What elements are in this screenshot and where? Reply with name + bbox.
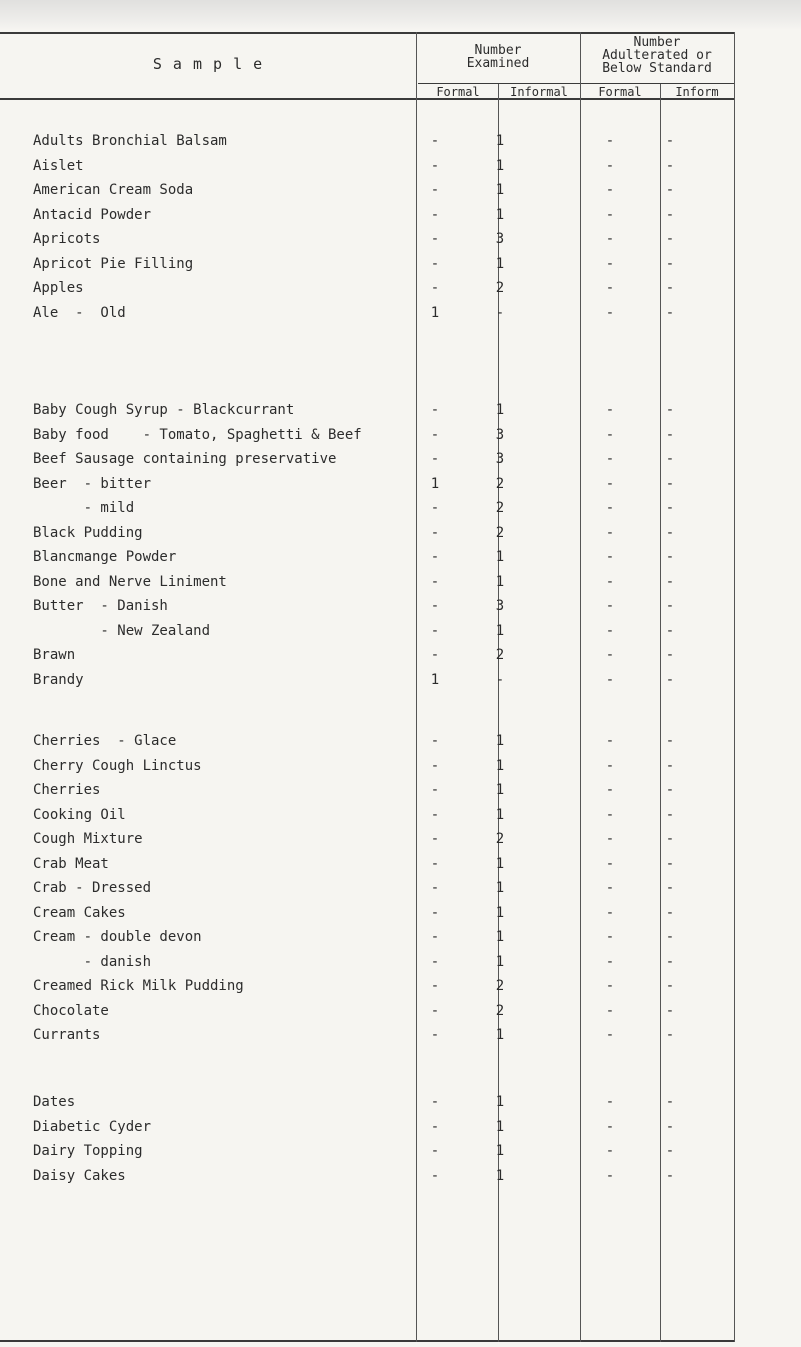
sample-name: Cream Cakes	[33, 904, 126, 921]
count-cell-af: -	[605, 231, 615, 247]
count-cell-ei: 1	[495, 549, 505, 565]
table-row	[0, 253, 801, 275]
scan-noise-strip	[0, 0, 801, 30]
count-cell-ai: -	[665, 231, 675, 247]
count-cell-ei: 1	[495, 904, 505, 921]
count-cell-ei: 1	[495, 757, 505, 774]
count-cell-ef: -	[430, 929, 440, 945]
count-cell-ai: -	[665, 1167, 675, 1184]
count-cell-ei: 1	[495, 1027, 505, 1043]
count-cell-af: -	[605, 500, 615, 516]
count-cell-ei: 2	[495, 831, 505, 847]
count-cell-ef: -	[430, 1094, 440, 1110]
table-row	[0, 424, 801, 446]
count-cell-ei: 1	[495, 255, 505, 272]
count-cell-af: -	[605, 549, 615, 565]
table-row	[0, 497, 801, 519]
count-cell-ei: 1	[495, 133, 505, 149]
table-row	[0, 804, 801, 826]
count-cell-af: -	[605, 1167, 615, 1184]
table-row	[0, 620, 801, 642]
table-row	[0, 130, 801, 152]
table-row	[0, 975, 801, 997]
count-cell-ef: -	[430, 953, 440, 970]
sample-name: Apricot Pie Filling	[33, 255, 194, 272]
table-row	[0, 546, 801, 568]
count-cell-af: -	[605, 622, 615, 639]
table-row	[0, 853, 801, 875]
sample-name: Antacid Powder	[33, 206, 152, 223]
table-row	[0, 522, 801, 544]
count-cell-ef: -	[430, 573, 440, 590]
sample-name: Butter - Danish	[33, 598, 168, 614]
count-cell-ai: -	[665, 782, 675, 798]
count-cell-ef: -	[430, 647, 440, 663]
count-cell-ef: -	[430, 904, 440, 921]
count-cell-ei: 2	[495, 647, 505, 663]
count-cell-af: -	[605, 978, 615, 994]
count-cell-ef: 1	[430, 671, 440, 688]
count-cell-ai: -	[665, 806, 675, 823]
count-cell-ai: -	[665, 133, 675, 149]
count-cell-ei: 1	[495, 206, 505, 223]
sample-name: Cherry Cough Linctus	[33, 757, 202, 774]
table-bottom-rule	[0, 1340, 735, 1342]
count-cell-ef: -	[430, 831, 440, 847]
count-cell-af: -	[605, 855, 615, 872]
count-cell-ai: -	[665, 573, 675, 590]
sample-name: Apples	[33, 280, 84, 296]
sample-name: - mild	[33, 500, 135, 516]
count-cell-ai: -	[665, 855, 675, 872]
count-cell-af: -	[605, 953, 615, 970]
count-cell-ef: -	[430, 1167, 440, 1184]
count-cell-ai: -	[665, 549, 675, 565]
count-cell-af: -	[605, 255, 615, 272]
count-cell-ai: -	[665, 978, 675, 994]
table-row	[0, 1024, 801, 1046]
table-row	[0, 473, 801, 495]
count-cell-af: -	[605, 598, 615, 614]
count-cell-ef: -	[430, 806, 440, 823]
count-cell-ai: -	[665, 500, 675, 516]
table-row	[0, 179, 801, 201]
count-cell-ef: -	[430, 782, 440, 798]
count-cell-af: -	[605, 929, 615, 945]
table-row	[0, 730, 801, 752]
count-cell-ei: 3	[495, 598, 505, 614]
header-examined	[418, 44, 578, 70]
count-cell-ef: -	[430, 880, 440, 896]
count-cell-af: -	[605, 1143, 615, 1159]
count-cell-af: -	[605, 451, 615, 467]
subheader-rule	[418, 83, 735, 84]
count-cell-ai: -	[665, 1118, 675, 1135]
count-cell-ei: 1	[495, 157, 505, 174]
count-cell-ef: -	[430, 133, 440, 149]
count-cell-ai: -	[665, 402, 675, 418]
count-cell-ai: -	[665, 255, 675, 272]
header-examined-line-1: Number	[474, 43, 522, 58]
sample-name: Cream - double devon	[33, 929, 202, 945]
count-cell-ef: -	[430, 451, 440, 467]
header-adulterated-line-3: Below Standard	[602, 61, 712, 76]
sample-name: Diabetic Cyder	[33, 1118, 152, 1135]
count-cell-ei: 1	[495, 573, 505, 590]
count-cell-ai: -	[665, 475, 675, 492]
count-cell-ei: 2	[495, 500, 505, 516]
count-cell-ei: 1	[495, 806, 505, 823]
count-cell-ef: -	[430, 1118, 440, 1135]
count-cell-af: -	[605, 402, 615, 418]
count-cell-ef: -	[430, 402, 440, 418]
count-cell-af: -	[605, 806, 615, 823]
count-cell-ei: -	[495, 304, 505, 321]
count-cell-af: -	[605, 757, 615, 774]
table-row	[0, 926, 801, 948]
sample-name: Black Pudding	[33, 524, 143, 541]
count-cell-ef: -	[430, 733, 440, 749]
header-informal-examined: Informal	[510, 85, 568, 99]
sample-name: American Cream Soda	[33, 182, 194, 198]
table-row	[0, 399, 801, 421]
sample-name: - danish	[33, 953, 152, 970]
table-row	[0, 828, 801, 850]
count-cell-ai: -	[665, 182, 675, 198]
count-cell-ai: -	[665, 929, 675, 945]
table-row	[0, 669, 801, 691]
count-cell-ei: 2	[495, 280, 505, 296]
count-cell-ai: -	[665, 622, 675, 639]
sample-name: Brandy	[33, 671, 84, 688]
table-row	[0, 595, 801, 617]
sample-name: Cherries - Glace	[33, 733, 177, 749]
count-cell-ef: -	[430, 524, 440, 541]
header-examined-line-2: Examined	[466, 56, 530, 71]
count-cell-af: -	[605, 904, 615, 921]
count-cell-af: -	[605, 647, 615, 663]
sample-name: Apricots	[33, 231, 101, 247]
count-cell-ei: 1	[495, 1143, 505, 1159]
sample-name: Beef Sausage containing preservative	[33, 451, 337, 467]
count-cell-af: -	[605, 524, 615, 541]
sample-name: Dairy Topping	[33, 1143, 143, 1159]
table-row	[0, 571, 801, 593]
count-cell-ei: 1	[495, 182, 505, 198]
count-cell-ai: -	[665, 953, 675, 970]
sample-name: Cough Mixture	[33, 831, 143, 847]
sample-name: Currants	[33, 1027, 101, 1043]
sample-name: Creamed Rick Milk Pudding	[33, 978, 244, 994]
count-cell-af: -	[605, 182, 615, 198]
count-cell-ef: -	[430, 549, 440, 565]
sample-name: Cherries	[33, 782, 101, 798]
table-row	[0, 877, 801, 899]
header-formal-examined: Formal	[436, 85, 480, 99]
count-cell-ef: 1	[430, 304, 440, 321]
table-row	[0, 951, 801, 973]
count-cell-af: -	[605, 573, 615, 590]
count-cell-af: -	[605, 475, 615, 492]
count-cell-ai: -	[665, 157, 675, 174]
sample-name: Dates	[33, 1094, 76, 1110]
table-row	[0, 1116, 801, 1138]
count-cell-ei: 1	[495, 880, 505, 896]
count-cell-ai: -	[665, 733, 675, 749]
count-cell-ef: -	[430, 978, 440, 994]
sample-name: Baby Cough Syrup - Blackcurrant	[33, 402, 295, 418]
count-cell-ai: -	[665, 1027, 675, 1043]
count-cell-ef: -	[430, 855, 440, 872]
count-cell-af: -	[605, 157, 615, 174]
count-cell-ei: 1	[495, 622, 505, 639]
header-adulterated	[582, 36, 732, 75]
count-cell-ef: -	[430, 255, 440, 272]
sample-name: - New Zealand	[33, 622, 211, 639]
count-cell-ef: -	[430, 1002, 440, 1019]
sample-name: Crab - Dressed	[33, 880, 152, 896]
count-cell-ai: -	[665, 671, 675, 688]
count-cell-af: -	[605, 1002, 615, 1019]
count-cell-ef: -	[430, 206, 440, 223]
sample-name: Ale - Old	[33, 304, 126, 321]
count-cell-ei: 2	[495, 524, 505, 541]
count-cell-ai: -	[665, 904, 675, 921]
count-cell-ef: -	[430, 598, 440, 614]
table-row	[0, 277, 801, 299]
sample-name: Cooking Oil	[33, 806, 126, 823]
count-cell-ef: -	[430, 231, 440, 247]
count-cell-ei: 3	[495, 451, 505, 467]
count-cell-ei: 1	[495, 1094, 505, 1110]
count-cell-af: -	[605, 782, 615, 798]
table-row	[0, 755, 801, 777]
sample-name: Adults Bronchial Balsam	[33, 133, 227, 149]
sample-name: Aislet	[33, 157, 84, 174]
count-cell-ef: -	[430, 426, 440, 443]
table-row	[0, 644, 801, 666]
count-cell-ai: -	[665, 1094, 675, 1110]
table-row	[0, 1000, 801, 1022]
count-cell-ei: 1	[495, 953, 505, 970]
count-cell-ai: -	[665, 1002, 675, 1019]
count-cell-ai: -	[665, 880, 675, 896]
count-cell-ef: -	[430, 757, 440, 774]
count-cell-ei: 2	[495, 1002, 505, 1019]
count-cell-ai: -	[665, 426, 675, 443]
count-cell-ei: 1	[495, 1167, 505, 1184]
table-row	[0, 1140, 801, 1162]
count-cell-ef: -	[430, 1143, 440, 1159]
count-cell-ei: 1	[495, 402, 505, 418]
count-cell-ei: 2	[495, 475, 505, 492]
sample-name: Blancmange Powder	[33, 549, 177, 565]
count-cell-ei: 1	[495, 1118, 505, 1135]
sample-name: Chocolate	[33, 1002, 109, 1019]
count-cell-af: -	[605, 133, 615, 149]
header-sample: S a m p l e	[152, 55, 264, 73]
header-adulterated-line-1: Number	[633, 35, 681, 50]
count-cell-ai: -	[665, 647, 675, 663]
count-cell-ai: -	[665, 524, 675, 541]
table-row	[0, 902, 801, 924]
header-top-rule	[0, 32, 735, 34]
count-cell-ef: -	[430, 157, 440, 174]
table-row	[0, 1091, 801, 1113]
table-row	[0, 155, 801, 177]
count-cell-ai: -	[665, 304, 675, 321]
count-cell-af: -	[605, 206, 615, 223]
count-cell-ei: -	[495, 671, 505, 688]
sample-name: Crab Meat	[33, 855, 109, 872]
sample-name: Bone and Nerve Liniment	[33, 573, 227, 590]
header-informal-adulterated: Inform	[675, 85, 719, 99]
count-cell-af: -	[605, 671, 615, 688]
count-cell-af: -	[605, 880, 615, 896]
count-cell-af: -	[605, 1027, 615, 1043]
count-cell-ef: -	[430, 500, 440, 516]
count-cell-ei: 1	[495, 929, 505, 945]
count-cell-ai: -	[665, 451, 675, 467]
count-cell-ef: -	[430, 622, 440, 639]
sample-name: Daisy Cakes	[33, 1167, 126, 1184]
count-cell-af: -	[605, 1118, 615, 1135]
count-cell-ai: -	[665, 598, 675, 614]
table-row	[0, 204, 801, 226]
header-adulterated-line-2: Adulterated or	[602, 48, 712, 63]
count-cell-af: -	[605, 426, 615, 443]
count-cell-ai: -	[665, 757, 675, 774]
count-cell-ei: 1	[495, 733, 505, 749]
count-cell-ef: -	[430, 280, 440, 296]
count-cell-ai: -	[665, 831, 675, 847]
count-cell-af: -	[605, 280, 615, 296]
count-cell-ef: 1	[430, 475, 440, 492]
count-cell-ai: -	[665, 206, 675, 223]
count-cell-af: -	[605, 733, 615, 749]
count-cell-ef: -	[430, 1027, 440, 1043]
count-cell-ei: 1	[495, 782, 505, 798]
count-cell-af: -	[605, 1094, 615, 1110]
count-cell-ei: 3	[495, 426, 505, 443]
count-cell-ef: -	[430, 182, 440, 198]
table-row	[0, 302, 801, 324]
table-row	[0, 779, 801, 801]
sample-name: Brawn	[33, 647, 76, 663]
table-row	[0, 448, 801, 470]
count-cell-ei: 1	[495, 855, 505, 872]
table-row	[0, 1165, 801, 1187]
header-formal-adulterated: Formal	[598, 85, 642, 99]
count-cell-af: -	[605, 831, 615, 847]
table-row	[0, 228, 801, 250]
count-cell-ai: -	[665, 1143, 675, 1159]
count-cell-ei: 3	[495, 231, 505, 247]
count-cell-ai: -	[665, 280, 675, 296]
sample-name: Beer - bitter	[33, 475, 152, 492]
count-cell-ei: 2	[495, 978, 505, 994]
sample-name: Baby food - Tomato, Spaghetti & Beef	[33, 426, 362, 443]
count-cell-af: -	[605, 304, 615, 321]
